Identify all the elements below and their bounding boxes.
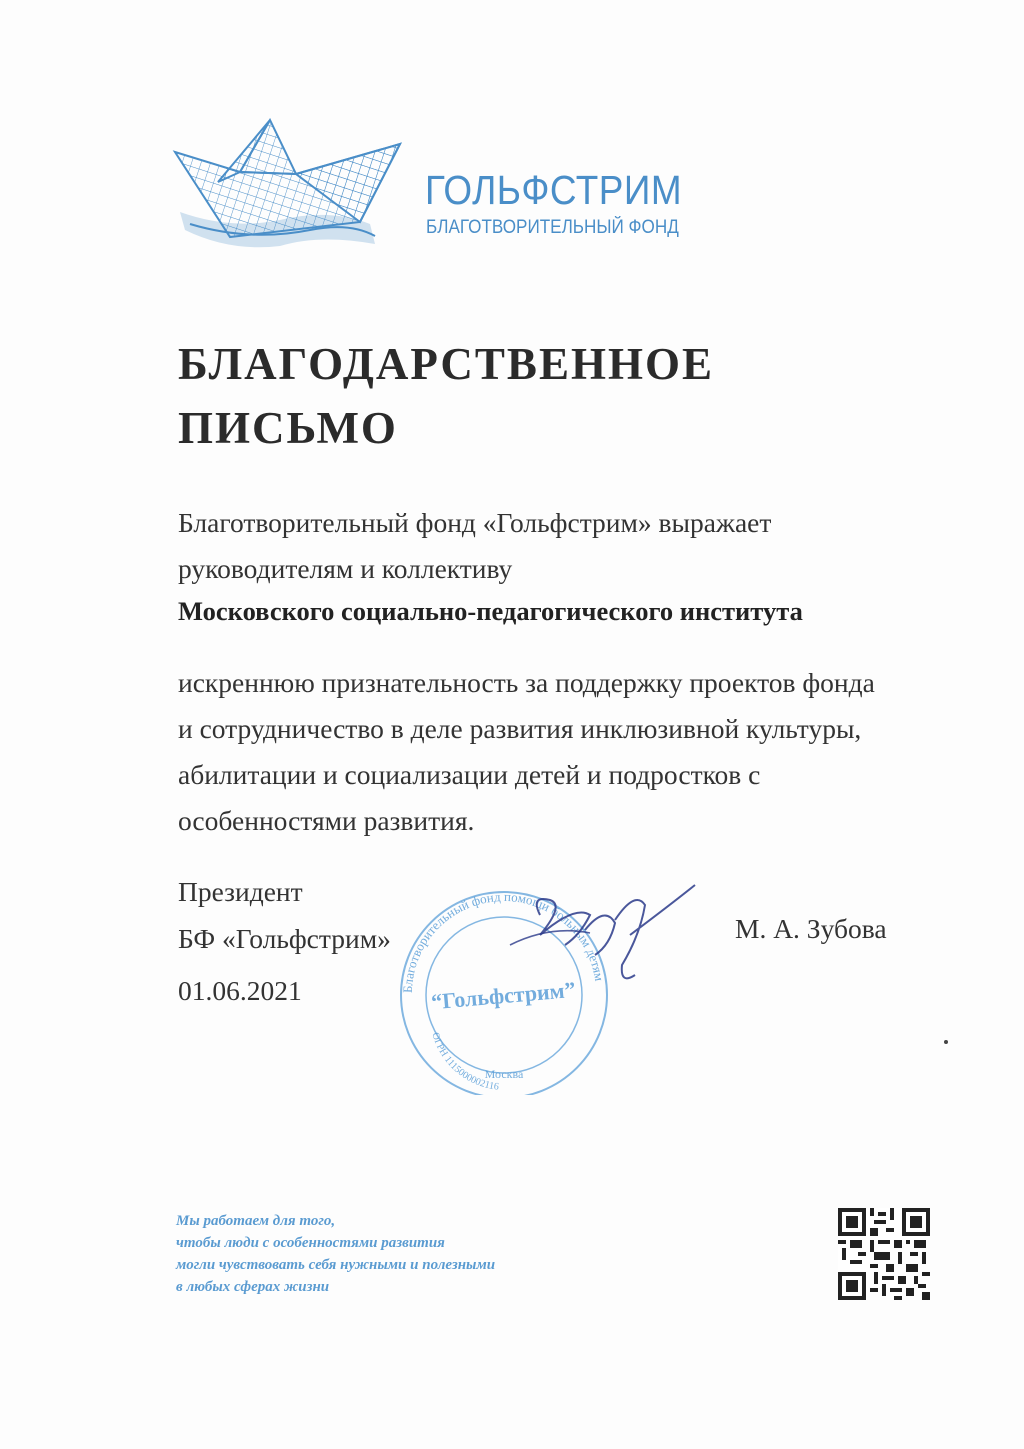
qr-code-icon[interactable]: [838, 1208, 930, 1300]
svg-text:Благотворительный фонд помощи: [400, 889, 607, 993]
text-line: абилитации и социализации детей и подростков с: [178, 759, 761, 790]
title-line: ПИСЬМО: [178, 403, 398, 453]
text-line: Благотворительный фонд «Гольфстрим» выражает: [178, 507, 772, 538]
intro-paragraph: [178, 500, 968, 592]
document-date: 01.06.2021: [178, 975, 302, 1006]
gratitude-paragraph: [178, 660, 968, 844]
position-org: БФ «Гольфстрим»: [178, 923, 391, 954]
text-line: особенностями развития.: [178, 805, 475, 836]
signature-position: [178, 868, 391, 962]
stamp-ring-text: Благотворительный фонд помощи больным детям: [399, 888, 608, 994]
motto-line: могли чувствовать себя нужными и полезными: [176, 1257, 496, 1273]
document-title: [178, 332, 714, 460]
stamp-city: Москва: [484, 1067, 524, 1081]
title-line: БЛАГОДАРСТВЕННОЕ: [178, 339, 714, 389]
logo-name: ГОЛЬФСТРИМ: [425, 167, 683, 213]
organization-name: Московского социально-педагогического института: [178, 596, 803, 626]
motto-line: в любых сферах жизни: [176, 1279, 330, 1295]
text-line: и сотрудничество в деле развития инклюзивной культуры,: [178, 713, 862, 744]
logo-subtitle: БЛАГОТВОРИТЕЛЬНЫЙ ФОНД: [426, 217, 679, 238]
text-line: руководителям и коллективу: [178, 553, 513, 584]
stamp-seal: [390, 875, 710, 1095]
motto-line: Мы работаем для того,: [176, 1213, 336, 1229]
footer-motto: [176, 1210, 495, 1298]
scan-speck: [944, 1040, 948, 1044]
text-line: искреннюю признательность за поддержку проектов фонда: [178, 667, 875, 698]
paper-boat-icon: [170, 112, 420, 252]
motto-line: чтобы люди с особенностями развития: [176, 1235, 445, 1251]
signer-name: М. А. Зубова: [735, 913, 887, 944]
stamp-center-text: “Гольфстрим”: [430, 976, 577, 1015]
stamp-ogrn: ОГРН 1115000002116: [429, 1031, 500, 1093]
position-title: Президент: [178, 876, 303, 907]
